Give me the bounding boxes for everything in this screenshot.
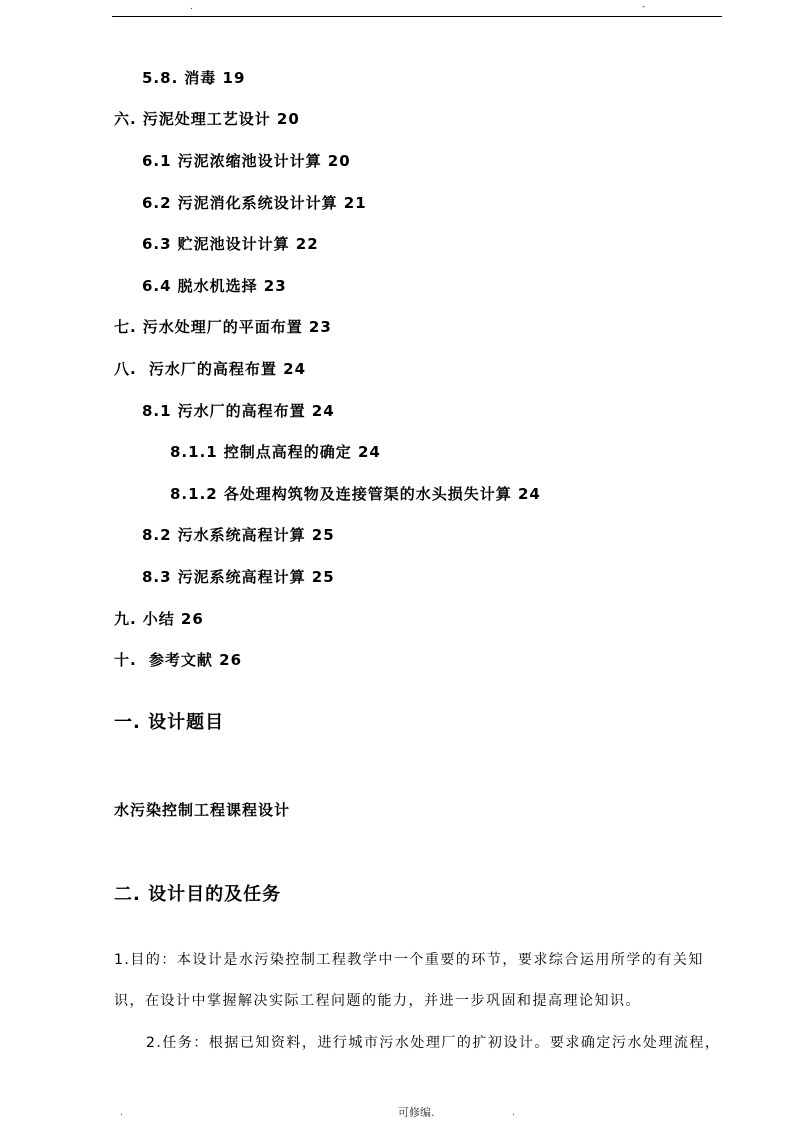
toc-number: 6.2 — [142, 194, 172, 212]
task-paragraph-line-1: 2.任务：根据已知资料，进行城市污水处理厂的扩初设计。要求确定污水处理流程， — [146, 1035, 721, 1051]
purpose-paragraph-line-1: 1.目的：本设计是水污染控制工程教学中一个重要的环节，要求综合运用所学的有关知 — [114, 952, 704, 968]
toc-text: 污泥系统高程计算 25 — [177, 568, 335, 586]
toc-number: 六. — [114, 110, 137, 128]
toc-entry-8-3[interactable] — [142, 567, 335, 587]
section-1-title: 一. 设计题目 — [114, 712, 225, 733]
toc-number: 8.1.2 — [170, 485, 218, 503]
course-title: 水污染控制工程课程设计 — [114, 801, 291, 819]
toc-entry-8-1-1[interactable] — [170, 442, 381, 462]
toc-entry-8[interactable] — [114, 359, 306, 379]
toc-text: 污水系统高程计算 25 — [177, 526, 335, 544]
toc-number: 6.1 — [142, 152, 172, 170]
toc-entry-6-1[interactable] — [142, 151, 351, 171]
toc-text: 小结 26 — [142, 610, 204, 628]
toc-entry-8-2[interactable] — [142, 525, 335, 545]
toc-entry-6-4[interactable] — [142, 276, 287, 296]
toc-text: 污水处理厂的平面布置 23 — [142, 318, 332, 336]
header-left-mark: . — [190, 2, 193, 12]
toc-text: 消毒 19 — [184, 69, 246, 87]
toc-number: 8.2 — [142, 526, 172, 544]
toc-number: 8.1.1 — [170, 443, 218, 461]
footer-right-mark: . — [512, 1108, 515, 1118]
toc-text: 污水厂的高程布置 24 — [177, 402, 335, 420]
toc-number: 6.4 — [142, 277, 172, 295]
toc-entry-9[interactable] — [114, 609, 204, 629]
footer-caption: 可修编. — [398, 1106, 435, 1119]
toc-entry-10[interactable] — [114, 650, 242, 670]
toc-text: 污泥处理工艺设计 20 — [142, 110, 300, 128]
toc-text: 污泥消化系统设计计算 21 — [177, 194, 367, 212]
toc-entry-6-2[interactable] — [142, 193, 367, 213]
toc-text: 污泥浓缩池设计计算 20 — [177, 152, 351, 170]
toc-entry-6-3[interactable] — [142, 234, 319, 254]
toc-number: 8.3 — [142, 568, 172, 586]
toc-entry-5-8[interactable] — [142, 68, 245, 88]
toc-number: 十. — [114, 651, 137, 669]
toc-number: 七. — [114, 318, 137, 336]
toc-text: 脱水机选择 23 — [177, 277, 287, 295]
toc-number: 八. — [114, 360, 137, 378]
toc-number: 九. — [114, 610, 137, 628]
toc-entry-8-1[interactable] — [142, 401, 335, 421]
purpose-paragraph-line-2: 识，在设计中掌握解决实际工程问题的能力，并进一步巩固和提高理论知识。 — [114, 993, 641, 1009]
toc-text: 控制点高程的确定 24 — [223, 443, 381, 461]
header-rule — [112, 16, 722, 17]
toc-entry-8-1-2[interactable] — [170, 484, 541, 504]
toc-entry-7[interactable] — [114, 317, 332, 337]
toc-text: 参考文献 26 — [142, 651, 243, 669]
toc-text: 贮泥池设计计算 22 — [177, 235, 319, 253]
toc-number: 8.1 — [142, 402, 172, 420]
footer-left-mark: . — [120, 1108, 123, 1118]
toc-number: 6.3 — [142, 235, 172, 253]
header-right-mark: - — [642, 2, 646, 12]
toc-entry-6[interactable] — [114, 109, 300, 129]
toc-number: 5.8. — [142, 69, 179, 87]
section-2-title: 二. 设计目的及任务 — [114, 884, 282, 905]
toc-text: 各处理构筑物及连接管渠的水头损失计算 24 — [223, 485, 541, 503]
toc-text: 污水厂的高程布置 24 — [142, 360, 307, 378]
